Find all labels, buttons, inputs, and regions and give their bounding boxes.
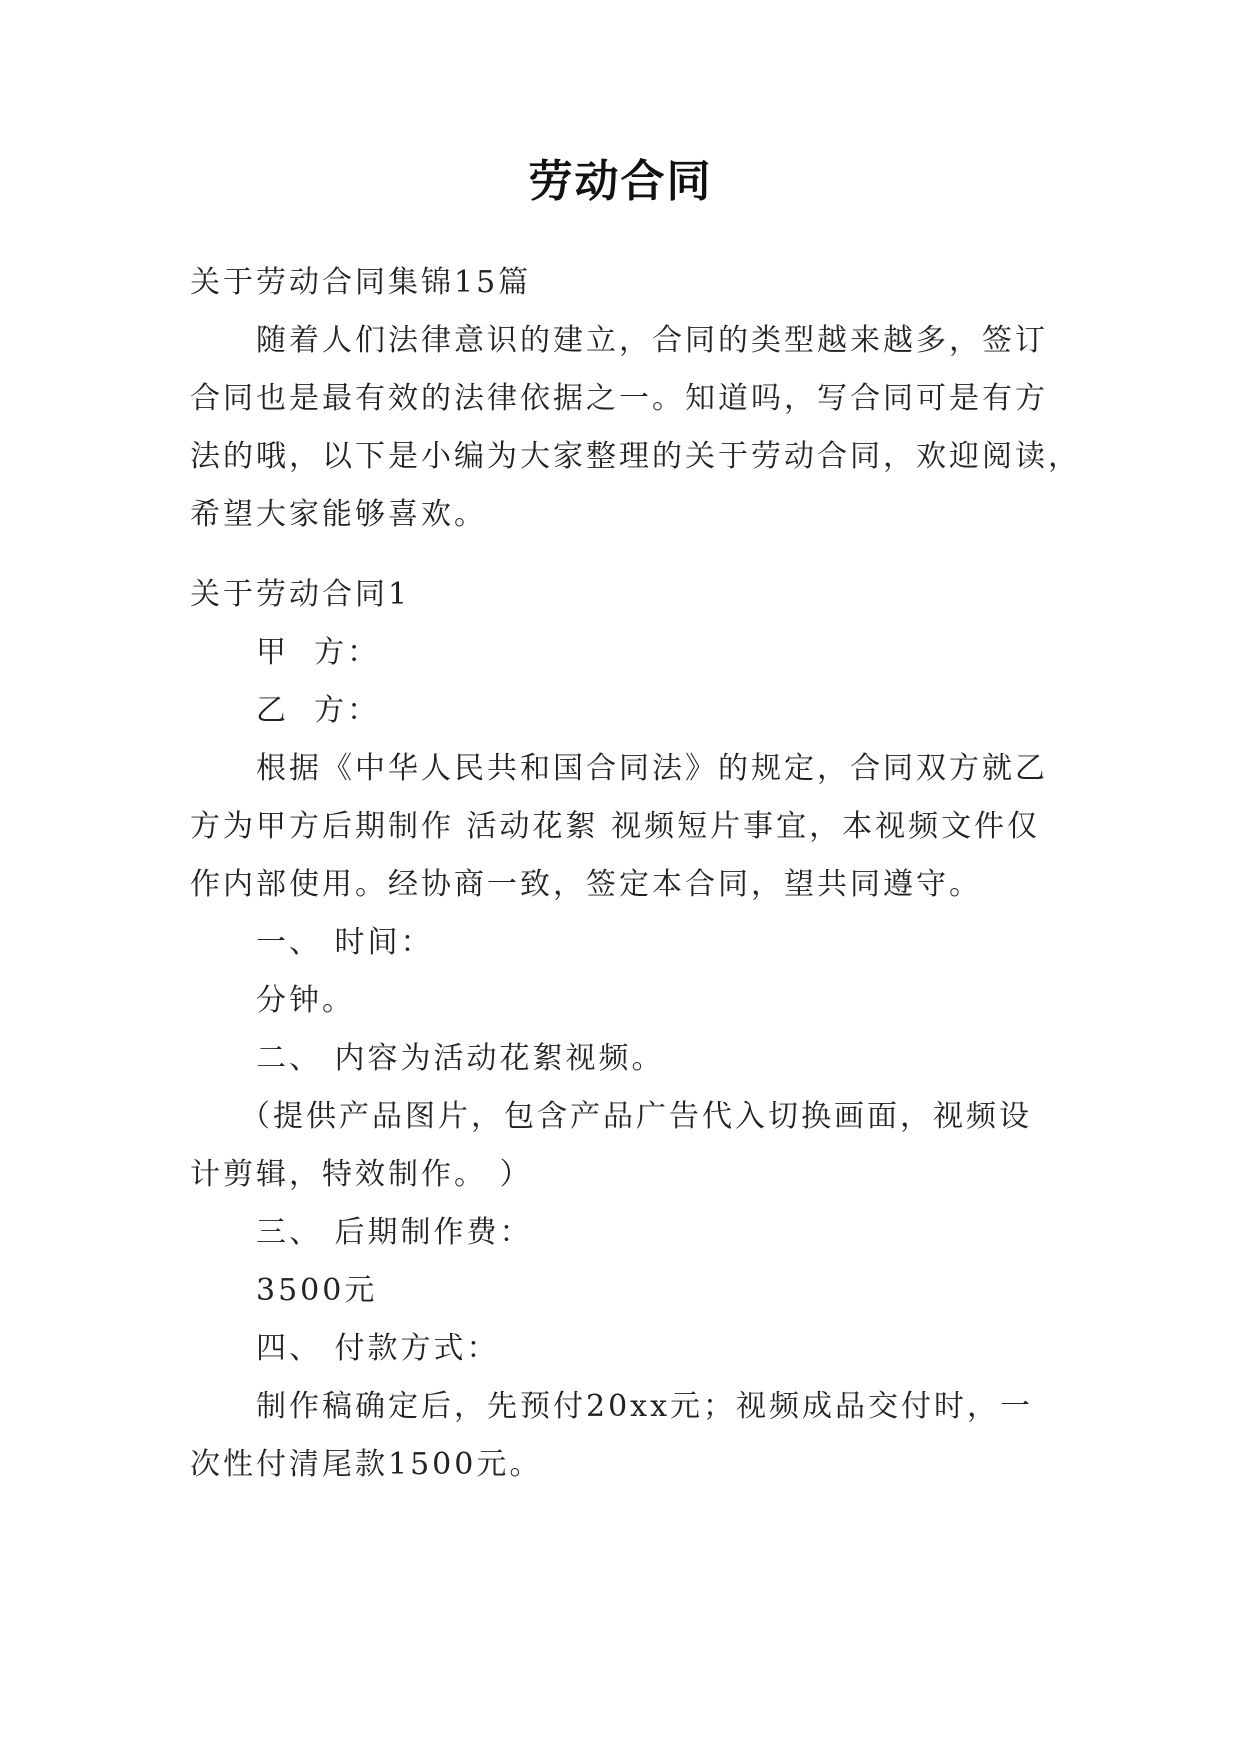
party-b-label: 乙 方： xyxy=(256,693,381,728)
intro-heading: 关于劳动合同集锦15篇 xyxy=(190,265,532,300)
intro-paragraph-line: 随着人们法律意识的建立，合同的类型越来越多，签订 xyxy=(256,323,1048,358)
clause-content-heading: 二、 内容为活动花絮视频。 xyxy=(256,1041,665,1076)
intro-paragraph-line: 法的哦，以下是小编为大家整理的关于劳动合同，欢迎阅读， xyxy=(190,439,1081,474)
intro-paragraph-line: 合同也是最有效的法律依据之一。知道吗，写合同可是有方 xyxy=(190,381,1048,416)
clause-fee-heading: 三、 后期制作费： xyxy=(256,1215,533,1250)
clause-payment-line: 制作稿确定后，先预付20xx元；视频成品交付时，一 xyxy=(256,1389,1034,1424)
contract-heading: 关于劳动合同1 xyxy=(190,577,411,612)
preamble-line: 根据《中华人民共和国合同法》的规定，合同双方就乙 xyxy=(256,751,1048,786)
document-title: 劳动合同 xyxy=(528,156,713,207)
clause-content-note-line: 计剪辑，特效制作。 ） xyxy=(190,1157,533,1192)
clause-payment-heading: 四、 付款方式： xyxy=(256,1331,500,1366)
intro-paragraph-line: 希望大家能够喜欢。 xyxy=(190,497,487,532)
clause-payment-line: 次性付清尾款1500元。 xyxy=(190,1447,543,1482)
clause-content-note-line: （提供产品图片，包含产品广告代入切换画面，视频设 xyxy=(240,1099,1032,1134)
party-a-label: 甲 方： xyxy=(256,635,381,670)
clause-fee-value: 3500元 xyxy=(256,1273,378,1308)
clause-time-value: 分钟。 xyxy=(256,983,355,1018)
preamble-line: 作内部使用。经协商一致，签定本合同，望共同遵守。 xyxy=(190,867,982,902)
contract-section xyxy=(190,566,1050,1494)
clause-time-heading: 一、 时间： xyxy=(256,925,434,960)
preamble-line: 方为甲方后期制作 活动花絮 视频短片事宜，本视频文件仅 xyxy=(190,809,1041,844)
intro-section xyxy=(190,254,1081,544)
